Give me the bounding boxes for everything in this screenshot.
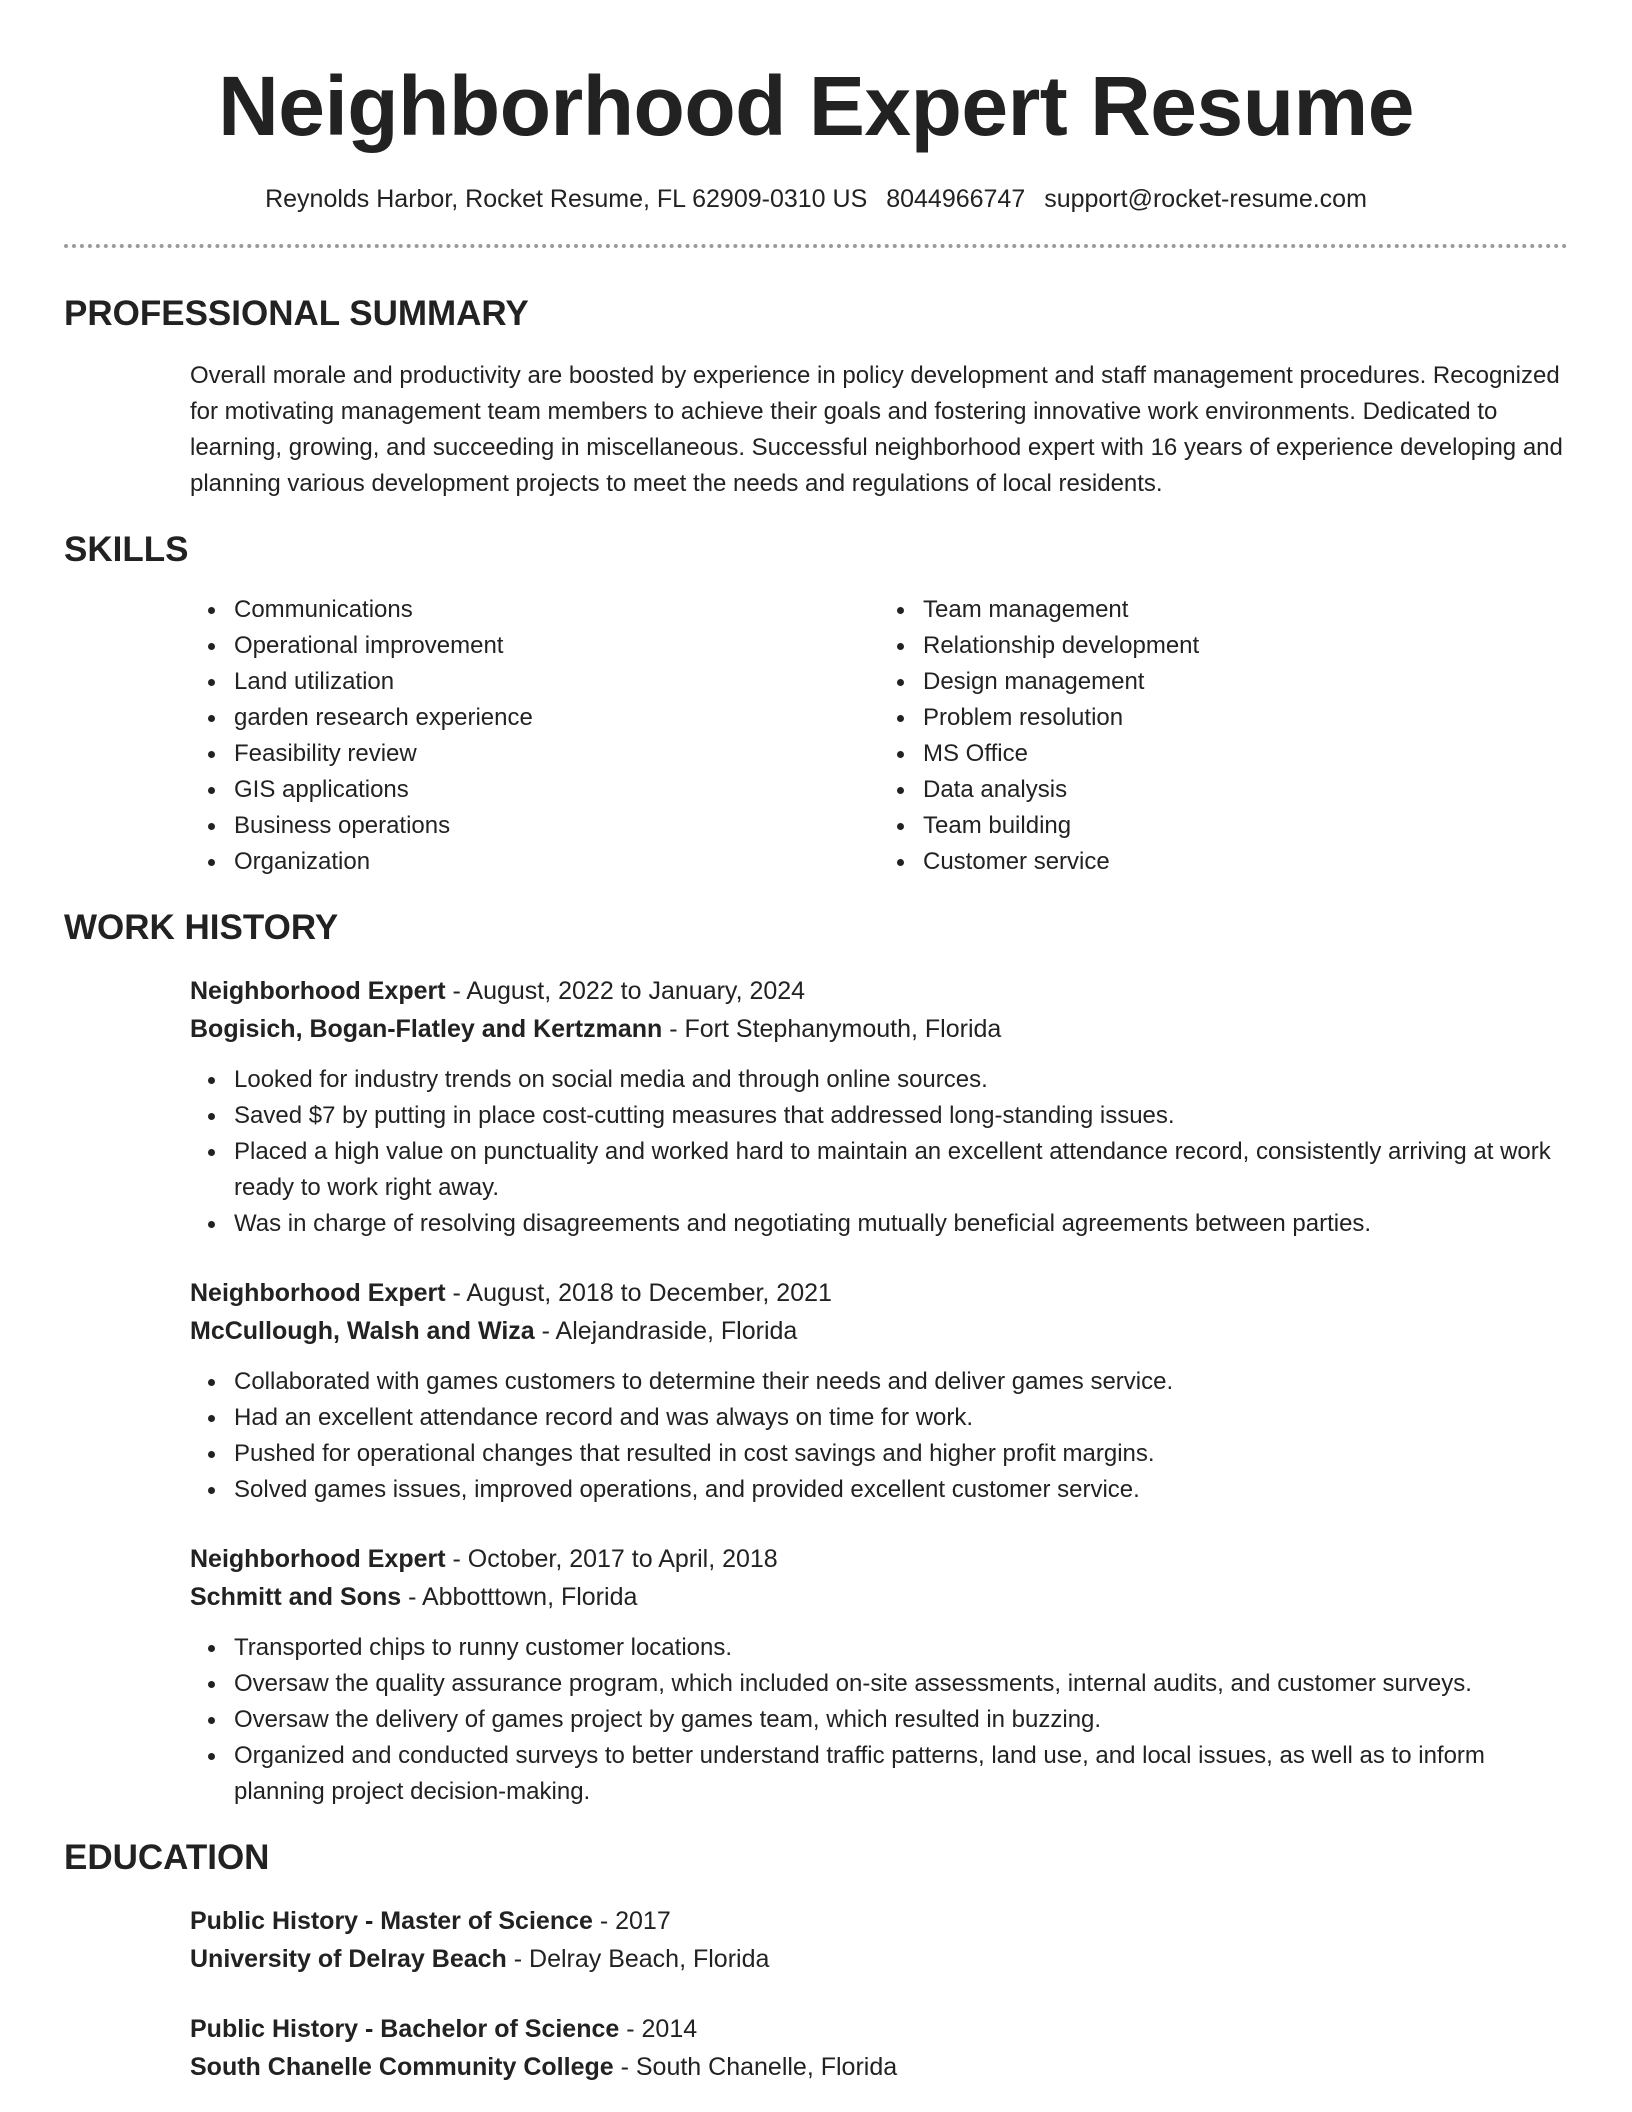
job-bullets — [190, 1062, 1568, 1242]
education-year: - 2014 — [619, 2015, 698, 2043]
skills-section — [64, 528, 1568, 880]
job-dates: - August, 2022 to January, 2024 — [445, 977, 806, 1005]
job-entry — [190, 1274, 1568, 1508]
education-section — [64, 1836, 1568, 2086]
skill-item: MS Office — [923, 736, 1568, 772]
job-bullet: Collaborated with games customers to determine their needs and deliver games service. — [234, 1364, 1568, 1400]
work-history-section — [64, 906, 1568, 1810]
skill-item: Business operations — [234, 808, 879, 844]
skill-item: GIS applications — [234, 772, 879, 808]
job-location: - Alejandraside, Florida — [534, 1317, 798, 1345]
contact-phone: 8044966747 — [886, 185, 1026, 213]
skill-item: Design management — [923, 664, 1568, 700]
contact-email: support@rocket-resume.com — [1044, 185, 1367, 213]
education-degree-line — [190, 2010, 1568, 2048]
education-school-line — [190, 1940, 1568, 1978]
skills-grid — [190, 592, 1568, 880]
job-company-line — [190, 1312, 1568, 1350]
education-heading: EDUCATION — [64, 1838, 270, 1877]
skills-heading: SKILLS — [64, 530, 189, 569]
skill-item: Data analysis — [923, 772, 1568, 808]
job-title-line — [190, 1540, 1568, 1578]
education-location: - South Chanelle, Florida — [613, 2053, 898, 2081]
job-company-line — [190, 1578, 1568, 1616]
skill-item: Operational improvement — [234, 628, 879, 664]
education-school-line — [190, 2048, 1568, 2086]
skill-item: Relationship development — [923, 628, 1568, 664]
skill-item: garden research experience — [234, 700, 879, 736]
work-history-heading: WORK HISTORY — [64, 908, 339, 947]
skill-item: Problem resolution — [923, 700, 1568, 736]
contact-line — [64, 182, 1568, 216]
job-bullet: Transported chips to runny customer locations. — [234, 1630, 1568, 1666]
skill-item: Feasibility review — [234, 736, 879, 772]
education-location: - Delray Beach, Florida — [506, 1945, 770, 1973]
job-company: McCullough, Walsh and Wiza — [190, 1317, 535, 1345]
skill-item: Organization — [234, 844, 879, 880]
summary-text: Overall morale and productivity are boosted by experience in policy development and staff management procedures. Recognized for motivating management team members to achieve their goals and fostering innovative work environments. Dedicated to learning, growing, and succeeding in miscellaneous. Successful neighborhood expert with 16 years of experience developing and planning various development projects to meet the needs and regulations of local residents. — [190, 362, 1563, 497]
job-title: Neighborhood Expert — [190, 977, 446, 1005]
job-entry — [190, 1540, 1568, 1810]
job-bullet: Had an excellent attendance record and was always on time for work. — [234, 1400, 1568, 1436]
job-title-line — [190, 1274, 1568, 1312]
header-divider — [64, 244, 1568, 248]
skill-item: Team building — [923, 808, 1568, 844]
job-bullets — [190, 1364, 1568, 1508]
job-dates: - October, 2017 to April, 2018 — [445, 1545, 778, 1573]
job-dates: - August, 2018 to December, 2021 — [445, 1279, 832, 1307]
job-location: - Abbotttown, Florida — [401, 1583, 638, 1611]
education-school: University of Delray Beach — [190, 1945, 507, 1973]
job-entry — [190, 972, 1568, 1242]
job-title: Neighborhood Expert — [190, 1545, 446, 1573]
education-entry — [190, 1902, 1568, 1978]
job-bullet: Organized and conducted surveys to better understand traffic patterns, land use, and local issues, as well as to inform planning project decision-making. — [234, 1738, 1568, 1810]
job-bullet: Oversaw the quality assurance program, which included on-site assessments, internal audits, and customer surveys. — [234, 1666, 1568, 1702]
job-company: Schmitt and Sons — [190, 1583, 402, 1611]
summary-section — [64, 292, 1568, 502]
job-bullet: Was in charge of resolving disagreements and negotiating mutually beneficial agreements between parties. — [234, 1206, 1568, 1242]
skill-item: Communications — [234, 592, 879, 628]
education-degree: Public History - Master of Science — [190, 1907, 593, 1935]
skill-item: Land utilization — [234, 664, 879, 700]
job-company: Bogisich, Bogan-Flatley and Kertzmann — [190, 1015, 663, 1043]
education-degree-line — [190, 1902, 1568, 1940]
job-bullet: Placed a high value on punctuality and worked hard to maintain an excellent attendance record, consistently arriving at work ready to work right away. — [234, 1134, 1568, 1206]
education-entry — [190, 2010, 1568, 2086]
job-bullet: Saved $7 by putting in place cost-cutting measures that addressed long-standing issues. — [234, 1098, 1568, 1134]
skills-left-column — [190, 592, 879, 880]
summary-heading: PROFESSIONAL SUMMARY — [64, 294, 529, 333]
skill-item: Customer service — [923, 844, 1568, 880]
education-school: South Chanelle Community College — [190, 2053, 614, 2081]
job-bullets — [190, 1630, 1568, 1810]
job-location: - Fort Stephanymouth, Florida — [662, 1015, 1002, 1043]
contact-address: Reynolds Harbor, Rocket Resume, FL 62909-0310 US — [265, 185, 868, 213]
resume-title: Neighborhood Expert Resume — [218, 59, 1414, 153]
job-bullet: Pushed for operational changes that resulted in cost savings and higher profit margins. — [234, 1436, 1568, 1472]
education-year: - 2017 — [592, 1907, 671, 1935]
job-bullet: Solved games issues, improved operations, and provided excellent customer service. — [234, 1472, 1568, 1508]
job-company-line — [190, 1010, 1568, 1048]
job-bullet: Looked for industry trends on social media and through online sources. — [234, 1062, 1568, 1098]
education-degree: Public History - Bachelor of Science — [190, 2015, 620, 2043]
job-bullet: Oversaw the delivery of games project by games team, which resulted in buzzing. — [234, 1702, 1568, 1738]
job-title: Neighborhood Expert — [190, 1279, 446, 1307]
skills-right-column — [879, 592, 1568, 880]
job-title-line — [190, 972, 1568, 1010]
skill-item: Team management — [923, 592, 1568, 628]
